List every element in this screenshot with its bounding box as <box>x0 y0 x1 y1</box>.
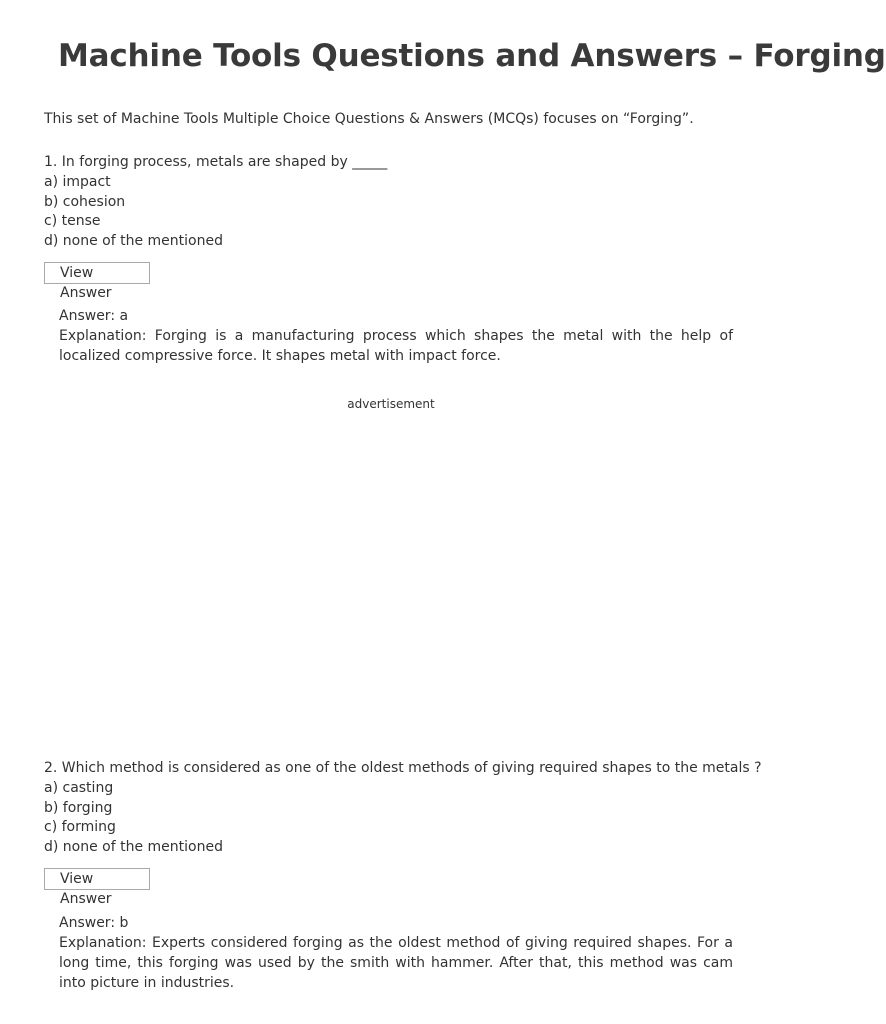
explanation-text: Explanation: Experts considered forging as the oldest method of giving required shapes. For a long time, this forging was used by the smith with hammer. After that, this method was cam into picture in industries. <box>59 935 733 991</box>
answer-text: Answer: a <box>59 308 129 324</box>
explanation-text: Explanation: Forging is a manufacturing process which shapes the metal with the help of localized compressive force. It shapes metal with impact force. <box>59 328 733 364</box>
answer-text: Answer: b <box>59 915 129 931</box>
option-b: b) cohesion <box>44 193 126 210</box>
question-1 <box>44 153 387 252</box>
option-c: c) tense <box>44 213 101 230</box>
intro-text: This set of Machine Tools Multiple Choice Questions & Answers (MCQs) focuses on “Forging”. <box>44 111 694 127</box>
question-text: 2. Which method is considered as one of the oldest methods of giving required shapes to the metals ? <box>44 760 762 776</box>
option-d: d) none of the mentioned <box>44 233 223 250</box>
option-d: d) none of the mentioned <box>44 839 223 856</box>
question-2 <box>44 759 762 858</box>
advertisement-label: advertisement <box>347 397 435 411</box>
question-text: 1. In forging process, metals are shaped by _____ <box>44 154 388 170</box>
answer-block-2 <box>59 913 733 991</box>
option-c: c) forming <box>44 819 116 836</box>
view-answer-button-2[interactable]: View Answer <box>44 868 150 890</box>
answer-block-1 <box>59 306 733 368</box>
option-a: a) impact <box>44 173 111 190</box>
option-a: a) casting <box>44 779 114 796</box>
advertisement-slot <box>44 420 734 750</box>
option-b: b) forging <box>44 799 113 816</box>
page-title: Machine Tools Questions and Answers – Forging <box>58 38 886 74</box>
view-answer-button-1[interactable]: View Answer <box>44 262 150 284</box>
